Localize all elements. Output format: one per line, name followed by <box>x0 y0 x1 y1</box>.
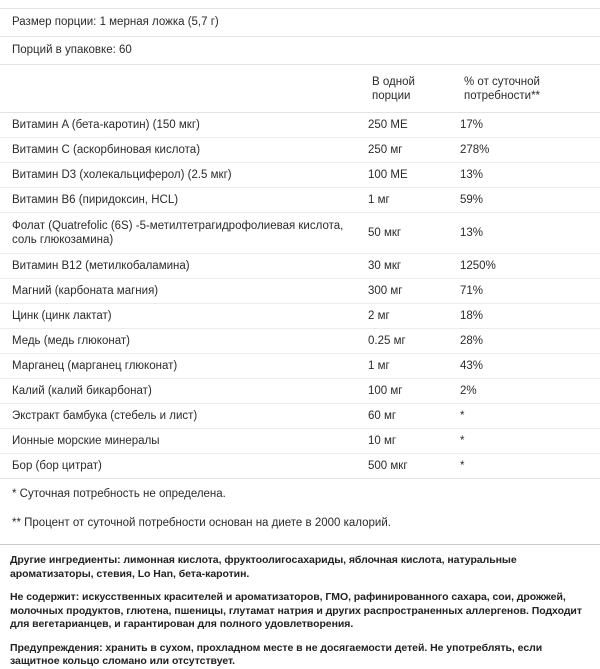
table-row <box>0 113 600 138</box>
nutrient-name: Витамин B6 (пиридоксин, HCL) <box>0 188 360 213</box>
table-row <box>0 379 600 404</box>
column-header-daily-value <box>452 65 600 113</box>
amount-header-line2: порции <box>372 90 411 102</box>
serving-size-row: Размер порции: 1 мерная ложка (5,7 г) <box>0 9 600 37</box>
table-row <box>0 213 600 254</box>
warnings-paragraph: Предупреждения: хранить в сухом, прохладном месте в не досягаемости детей. Не употреблять, если защитное кольцо сломано или отсутствует. <box>10 641 543 667</box>
nutrient-daily-value: 13% <box>452 213 600 254</box>
nutrient-name: Медь (медь глюконат) <box>0 329 360 354</box>
nutrient-daily-value: 2% <box>452 379 600 404</box>
dv-header-line2: потребности** <box>464 90 541 102</box>
nutrient-amount: 0.25 мг <box>360 329 452 354</box>
nutrient-daily-value: 18% <box>452 304 600 329</box>
nutrient-amount: 50 мкг <box>360 213 452 254</box>
nutrient-daily-value: 43% <box>452 354 600 379</box>
other-ingredients-paragraph: Другие ингредиенты: лимонная кислота, фруктоолигосахариды, яблочная кислота, натуральные ароматизаторы, стевия, Lo Han, бета-каротин. <box>10 554 517 580</box>
nutrient-name: Экстракт бамбука (стебель и лист) <box>0 404 360 429</box>
nutrient-name: Витамин A (бета-каротин) (150 мкг) <box>0 113 360 138</box>
amount-header-line1: В одной <box>372 76 415 88</box>
footnote-single-asterisk: * Суточная потребность не определена. <box>12 488 226 500</box>
footnote-double-asterisk: ** Процент от суточной потребности основан на диете в 2000 калорий. <box>12 517 391 529</box>
table-row <box>0 138 600 163</box>
table-row <box>0 329 600 354</box>
table-row <box>0 254 600 279</box>
nutrient-daily-value: 71% <box>452 279 600 304</box>
free-from-paragraph: Не содержит: искусственных красителей и ароматизаторов, ГМО, рафинированного сахара, сои, дрожжей, молочных продуктов, глютена, пшеницы, глутамат натрия и других распространенных аллергенов. Подходит для вегетарианцев, и гарантирован для полного удовлетворения. <box>10 591 582 630</box>
nutrient-daily-value: * <box>452 429 600 454</box>
nutrient-name: Магний (карбоната магния) <box>0 279 360 304</box>
nutrient-name: Цинк (цинк лактат) <box>0 304 360 329</box>
nutrient-amount: 1 мг <box>360 188 452 213</box>
table-row <box>0 404 600 429</box>
nutrient-daily-value: 278% <box>452 138 600 163</box>
nutrient-name: Ионные морские минералы <box>0 429 360 454</box>
table-row <box>0 304 600 329</box>
nutrient-daily-value: 17% <box>452 113 600 138</box>
nutrient-daily-value: * <box>452 404 600 429</box>
nutrient-amount: 100 мг <box>360 379 452 404</box>
table-header-row <box>0 65 600 113</box>
table-row <box>0 163 600 188</box>
column-header-nutrient <box>0 65 360 113</box>
nutrient-daily-value: 1250% <box>452 254 600 279</box>
nutrient-name: Витамин D3 (холекальциферол) (2.5 мкг) <box>0 163 360 188</box>
nutrient-amount: 2 мг <box>360 304 452 329</box>
nutrient-amount: 300 мг <box>360 279 452 304</box>
nutrient-amount: 500 мкг <box>360 454 452 479</box>
dv-header-line1: % от суточной <box>464 76 540 88</box>
nutrient-name: Витамин B12 (метилкобаламина) <box>0 254 360 279</box>
nutrient-amount: 30 мкг <box>360 254 452 279</box>
table-row <box>0 429 600 454</box>
nutrient-daily-value: * <box>452 454 600 479</box>
table-row <box>0 279 600 304</box>
table-header <box>0 65 600 113</box>
additional-info-block <box>0 544 600 669</box>
table-row <box>0 454 600 479</box>
column-header-amount-per-serving <box>360 65 452 113</box>
nutrient-amount: 10 мг <box>360 429 452 454</box>
footnotes-block <box>0 479 600 538</box>
nutrient-amount: 250 мг <box>360 138 452 163</box>
table-row <box>0 188 600 213</box>
table-row <box>0 354 600 379</box>
nutrient-amount: 250 МЕ <box>360 113 452 138</box>
nutrient-name: Калий (калий бикарбонат) <box>0 379 360 404</box>
nutrient-name: Фолат (Quatrefolic (6S) -5-метилтетрагидрофолиевая кислота, соль глюкозамина) <box>0 213 360 254</box>
servings-per-container-row: Порций в упаковке: 60 <box>0 37 600 65</box>
nutrient-daily-value: 28% <box>452 329 600 354</box>
nutrient-daily-value: 59% <box>452 188 600 213</box>
nutrient-amount: 100 МЕ <box>360 163 452 188</box>
nutrient-name: Витамин C (аскорбиновая кислота) <box>0 138 360 163</box>
serving-info-block <box>0 8 600 65</box>
nutrient-name: Бор (бор цитрат) <box>0 454 360 479</box>
nutrient-amount: 60 мг <box>360 404 452 429</box>
nutrient-amount: 1 мг <box>360 354 452 379</box>
nutrient-daily-value: 13% <box>452 163 600 188</box>
table-body <box>0 113 600 479</box>
supplement-facts-panel <box>0 8 600 669</box>
nutrient-name: Марганец (марганец глюконат) <box>0 354 360 379</box>
nutrition-facts-table <box>0 65 600 479</box>
